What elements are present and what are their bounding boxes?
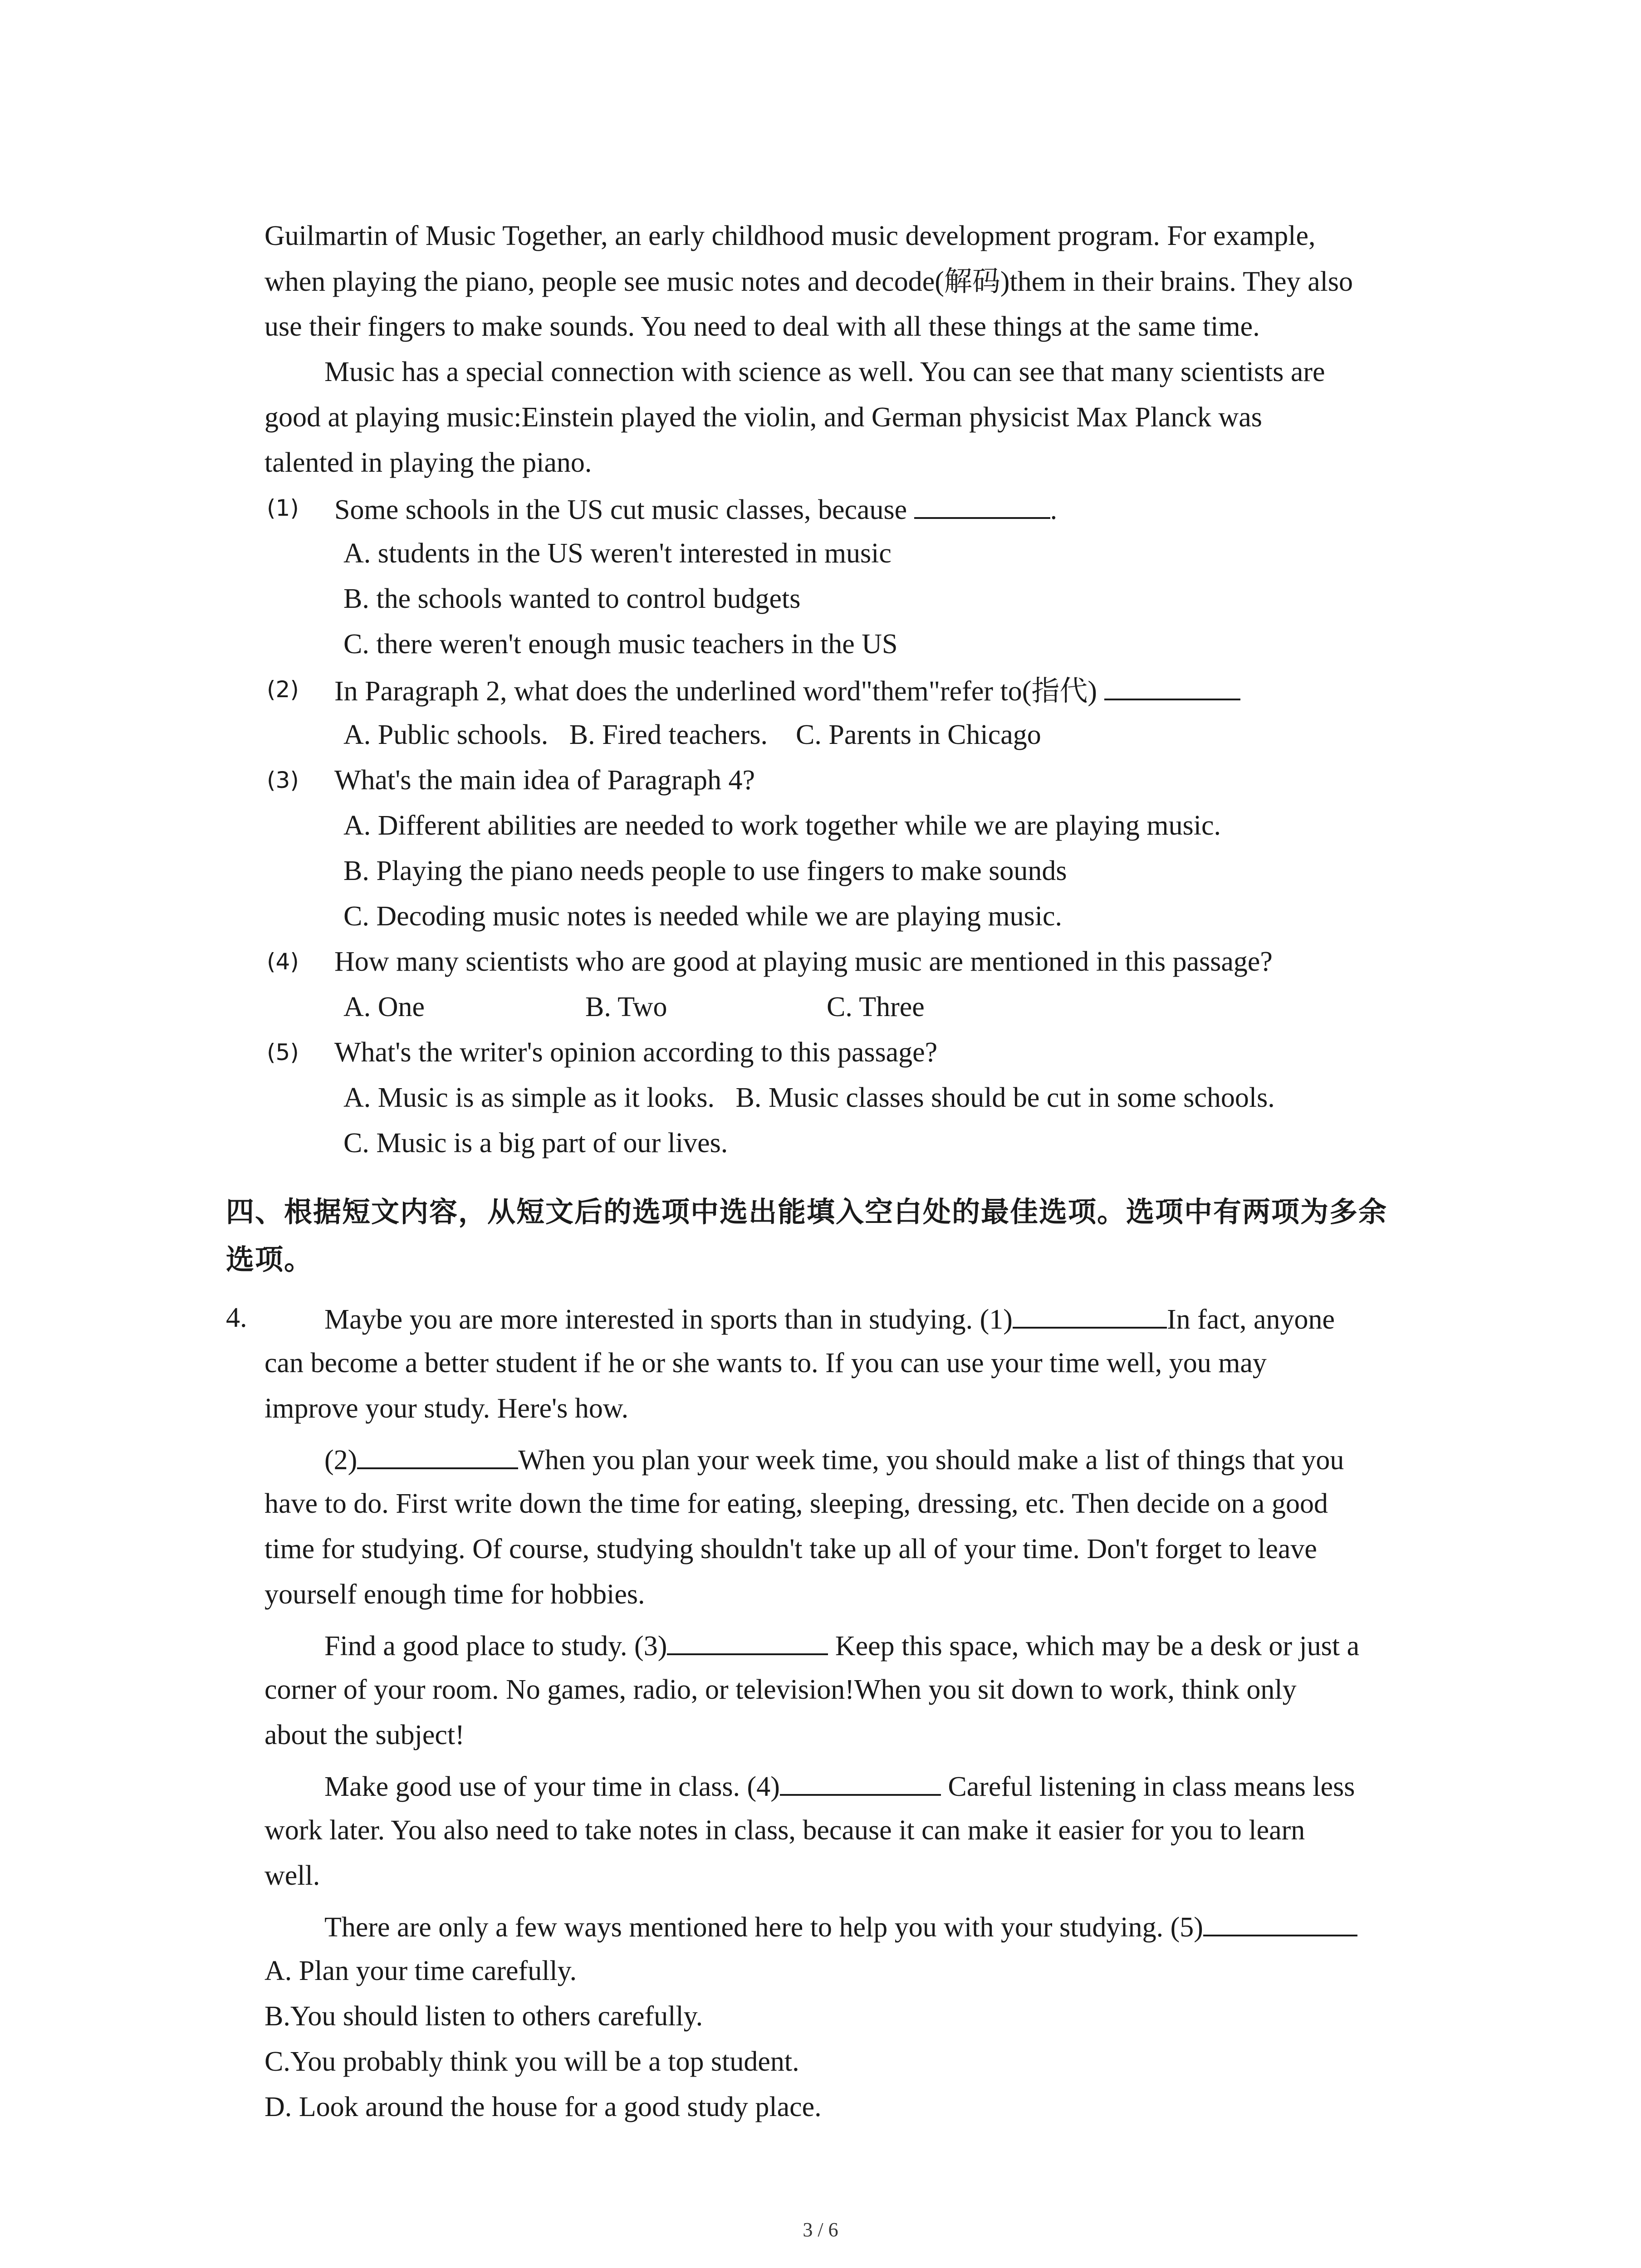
answer-blank [780, 1767, 941, 1796]
passage-line: corner of your room. No games, radio, or television!When you sit down to work, think only [265, 1674, 1297, 1705]
answer-option: B. Two [585, 992, 667, 1022]
passage-line: yourself enough time for hobbies. [265, 1579, 645, 1610]
passage-line: (2) When you plan your week time, you should make a list of things that you [324, 1440, 1344, 1478]
passage-line: talented in playing the piano. [265, 447, 592, 478]
passage-line: use their fingers to make sounds. You need to deal with all these things at the same time. [265, 311, 1260, 342]
answer-blank [667, 1626, 828, 1655]
question-stem: In Paragraph 2, what does the underlined word"them"refer to(指代) [334, 671, 1240, 709]
passage-line: well. [265, 1860, 320, 1891]
answer-blank [357, 1440, 518, 1469]
answer-option: A. One [343, 992, 425, 1022]
passage-line: can become a better student if he or she wants to. If you can use your time well, you may [265, 1348, 1267, 1378]
question-number: (2) [267, 676, 299, 703]
passage-line: when playing the piano, people see music notes and decode(解码)them in their brains. They also [265, 264, 1353, 298]
answer-option: C. Three [827, 992, 925, 1022]
passage-line: Make good use of your time in class. (4) Careful listening in class means less [324, 1767, 1355, 1805]
question-number: (1) [267, 495, 299, 521]
question-stem: What's the writer's opinion according to this passage? [334, 1037, 938, 1068]
answer-option: C. Decoding music notes is needed while we are playing music. [343, 901, 1063, 932]
question-number: (5) [267, 1039, 299, 1066]
choice-option: B.You should listen to others carefully. [265, 2001, 703, 2032]
passage-line: Maybe you are more interested in sports than in studying. (1) In fact, anyone [324, 1300, 1335, 1338]
question-number: (4) [267, 948, 299, 975]
answer-blank [1013, 1300, 1167, 1329]
passage-line: Find a good place to study. (3) Keep this space, which may be a desk or just a [324, 1626, 1359, 1664]
passage-line: have to do. First write down the time for eating, sleeping, dressing, etc. Then decide on a good [265, 1488, 1328, 1519]
choice-option: C.You probably think you will be a top student. [265, 2046, 799, 2077]
section-heading: 四、根据短文内容，从短文后的选项中选出能填入空白处的最佳选项。选项中有两项为多余 [226, 1195, 1388, 1228]
page-number: 3 / 6 [803, 2219, 838, 2241]
section-heading: 选项。 [226, 1243, 314, 1276]
passage-line: about the subject! [265, 1720, 465, 1750]
passage-line: good at playing music:Einstein played the violin, and German physicist Max Planck was [265, 402, 1262, 433]
answer-option: A. students in the US weren't interested in music [343, 538, 892, 569]
answer-option: B. Playing the piano needs people to use fingers to make sounds [343, 855, 1067, 886]
answer-option: A. Music is as simple as it looks. B. Music classes should be cut in some schools. [343, 1082, 1275, 1113]
answer-option: C. Music is a big part of our lives. [343, 1128, 728, 1158]
passage-line: improve your study. Here's how. [265, 1393, 629, 1424]
answer-option: C. there weren't enough music teachers in the US [343, 629, 898, 660]
passage-line: Guilmartin of Music Together, an early childhood music development program. For example, [265, 220, 1316, 251]
question-stem: How many scientists who are good at playing music are mentioned in this passage? [334, 946, 1273, 977]
answer-blank [1203, 1907, 1357, 1936]
choice-option: D. Look around the house for a good study place. [265, 2092, 822, 2122]
item-number: 4. [226, 1302, 247, 1333]
answer-blank [1104, 671, 1240, 700]
choice-option: A. Plan your time carefully. [265, 1955, 577, 1986]
passage-line: Music has a special connection with science as well. You can see that many scientists are [324, 357, 1325, 387]
passage-line: There are only a few ways mentioned here to help you with your studying. (5) [324, 1907, 1357, 1945]
answer-blank [914, 490, 1050, 519]
question-number: (3) [267, 767, 299, 793]
answer-option: A. Different abilities are needed to work together while we are playing music. [343, 810, 1221, 841]
answer-options-inline: A. Public schools. B. Fired teachers. C. Parents in Chicago [343, 719, 1041, 750]
answer-option: B. the schools wanted to control budgets [343, 583, 801, 614]
passage-line: work later. You also need to take notes in class, because it can make it easier for you to learn [265, 1815, 1305, 1846]
question-stem: What's the main idea of Paragraph 4? [334, 765, 755, 796]
passage-line: time for studying. Of course, studying shouldn't take up all of your time. Don't forget to leave [265, 1534, 1317, 1564]
question-stem: Some schools in the US cut music classes, because . [334, 490, 1057, 528]
